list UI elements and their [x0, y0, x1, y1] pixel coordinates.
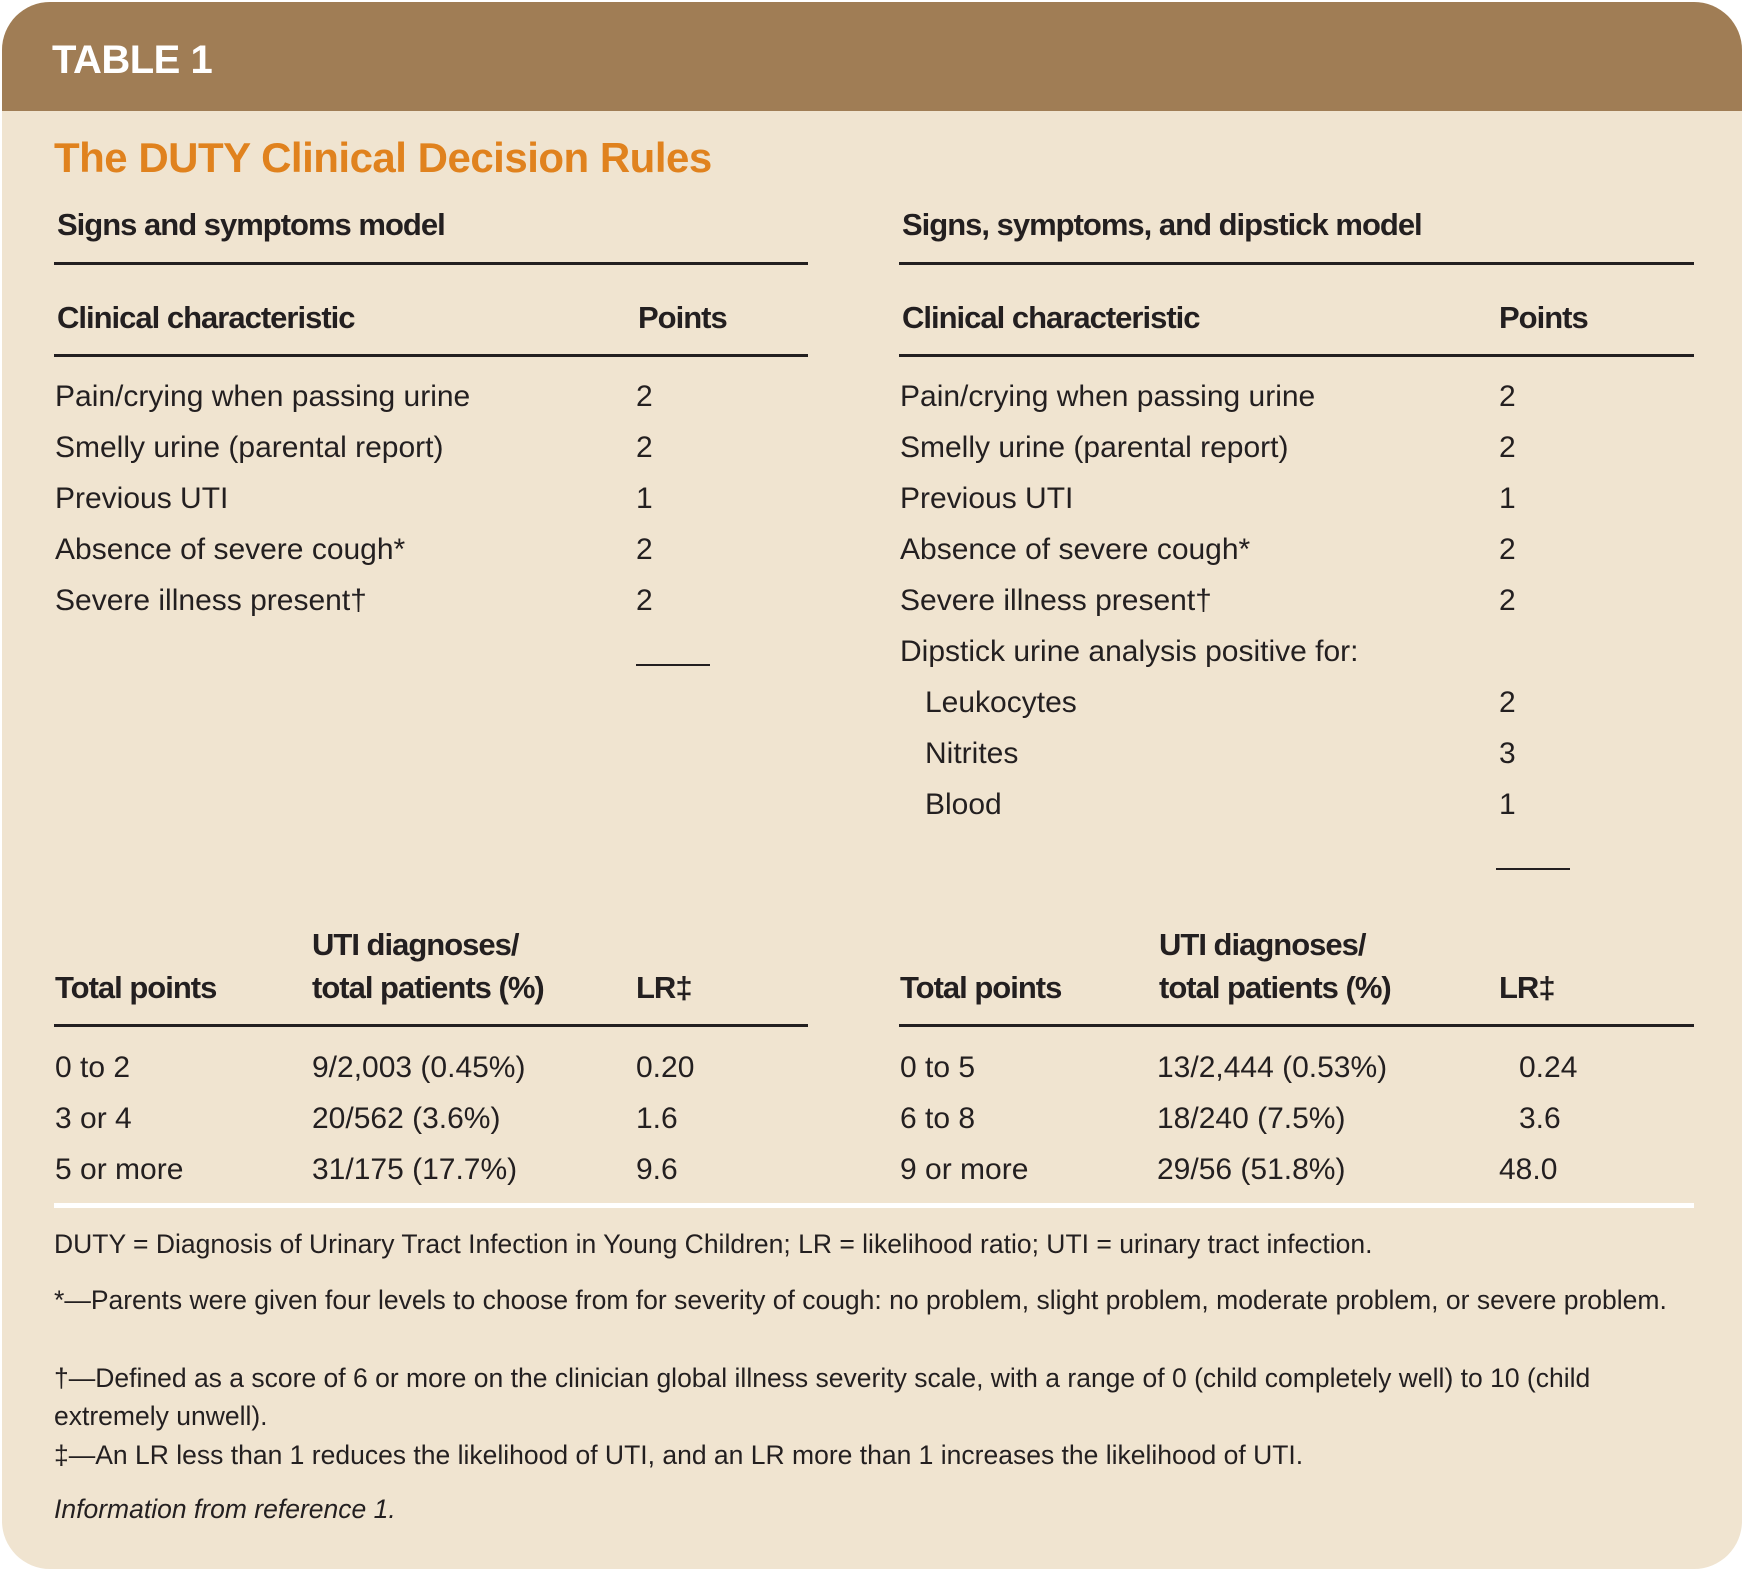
uti-value: 31/175 (17.7%) — [312, 1152, 518, 1186]
left-model-heading: Signs and symptoms model — [57, 207, 445, 242]
divider — [899, 1024, 1694, 1027]
uti-value: 29/56 (51.8%) — [1157, 1152, 1346, 1186]
characteristic-label: Previous UTI — [55, 481, 229, 515]
right-col-total-points: Total points — [900, 970, 1062, 1005]
lr-value: 0.20 — [636, 1050, 695, 1084]
points-value: 2 — [636, 583, 653, 617]
left-col-lr: LR‡ — [636, 970, 692, 1005]
total-blank — [636, 662, 710, 666]
points-value: 2 — [1499, 430, 1516, 464]
left-col-uti-line1: UTI diagnoses/ — [312, 927, 519, 962]
uti-value: 9/2,003 (0.45%) — [312, 1050, 526, 1084]
uti-value: 13/2,444 (0.53%) — [1157, 1050, 1388, 1084]
lr-value: 9.6 — [636, 1152, 678, 1186]
right-model-heading: Signs, symptoms, and dipstick model — [902, 207, 1422, 242]
lr-value: 3.6 — [1519, 1101, 1561, 1135]
col-points: Points — [638, 299, 727, 335]
footnote-dagger: †—Defined as a score of 6 or more on the clinician global illness severity scale, with a range of 0 (child completely well) to 10 (child extremely unwell). — [54, 1363, 1591, 1431]
dipstick-item-label: Leukocytes — [925, 685, 1077, 719]
characteristic-label: Absence of severe cough* — [900, 532, 1251, 566]
points-value: 2 — [1499, 379, 1516, 413]
divider — [54, 354, 808, 357]
total-points-value: 5 or more — [55, 1152, 184, 1186]
col-characteristic: Clinical characteristic — [902, 299, 1200, 335]
total-points-value: 0 to 5 — [900, 1050, 976, 1084]
total-points-value: 6 to 8 — [900, 1101, 976, 1135]
dipstick-label: Dipstick urine analysis positive for: — [900, 634, 1359, 668]
table-title: The DUTY Clinical Decision Rules — [54, 134, 712, 181]
characteristic-label: Smelly urine (parental report) — [55, 430, 444, 464]
points-value: 3 — [1499, 736, 1516, 770]
points-value: 2 — [636, 430, 653, 464]
right-col-lr: LR‡ — [1499, 970, 1555, 1005]
left-col-total-points: Total points — [55, 970, 217, 1005]
divider — [899, 354, 1694, 357]
divider — [54, 262, 808, 265]
right-col-uti-line1: UTI diagnoses/ — [1159, 927, 1366, 962]
footnote-abbreviations: DUTY = Diagnosis of Urinary Tract Infection in Young Children; LR = likelihood ratio; UTI = urinary tract infection. — [54, 1229, 1373, 1259]
points-value: 1 — [636, 481, 653, 515]
points-value: 2 — [636, 379, 653, 413]
uti-value: 20/562 (3.6%) — [312, 1101, 501, 1135]
points-value: 2 — [636, 532, 653, 566]
points-value: 2 — [1499, 685, 1516, 719]
characteristic-label: Previous UTI — [900, 481, 1074, 515]
uti-value: 18/240 (7.5%) — [1157, 1101, 1346, 1135]
characteristic-label: Absence of severe cough* — [55, 532, 406, 566]
points-value: 2 — [1499, 583, 1516, 617]
footnote-star: *—Parents were given four levels to choose from for severity of cough: no problem, slight problem, moderate problem, or severe problem. — [54, 1285, 1667, 1315]
characteristic-label: Pain/crying when passing urine — [55, 379, 471, 413]
points-value: 1 — [1499, 787, 1516, 821]
characteristic-label: Severe illness present† — [55, 583, 367, 617]
divider — [899, 262, 1694, 265]
col-points: Points — [1499, 299, 1588, 335]
total-points-value: 3 or 4 — [55, 1101, 132, 1135]
characteristic-label: Severe illness present† — [900, 583, 1212, 617]
total-blank — [1496, 866, 1570, 870]
col-characteristic: Clinical characteristic — [57, 299, 355, 335]
dipstick-item-label: Blood — [925, 787, 1002, 821]
table-card — [2, 2, 1742, 1569]
divider — [54, 1024, 808, 1027]
table-label: TABLE 1 — [52, 38, 213, 82]
characteristic-label: Smelly urine (parental report) — [900, 430, 1289, 464]
source-note: Information from reference 1. — [54, 1494, 396, 1524]
characteristic-label: Pain/crying when passing urine — [900, 379, 1316, 413]
left-col-uti-line2: total patients (%) — [312, 970, 544, 1005]
right-col-uti-line2: total patients (%) — [1159, 970, 1391, 1005]
total-points-value: 0 to 2 — [55, 1050, 131, 1084]
dipstick-item-label: Nitrites — [925, 736, 1019, 770]
lr-value: 48.0 — [1499, 1152, 1558, 1186]
total-points-value: 9 or more — [900, 1152, 1029, 1186]
lr-value: 0.24 — [1519, 1050, 1578, 1084]
footnote-divider — [54, 1203, 1694, 1208]
table-header-band — [2, 2, 1742, 111]
points-value: 2 — [1499, 532, 1516, 566]
footnote-double-dagger: ‡—An LR less than 1 reduces the likelihood of UTI, and an LR more than 1 increases the likelihood of UTI. — [54, 1440, 1304, 1470]
lr-value: 1.6 — [636, 1101, 678, 1135]
points-value: 1 — [1499, 481, 1516, 515]
